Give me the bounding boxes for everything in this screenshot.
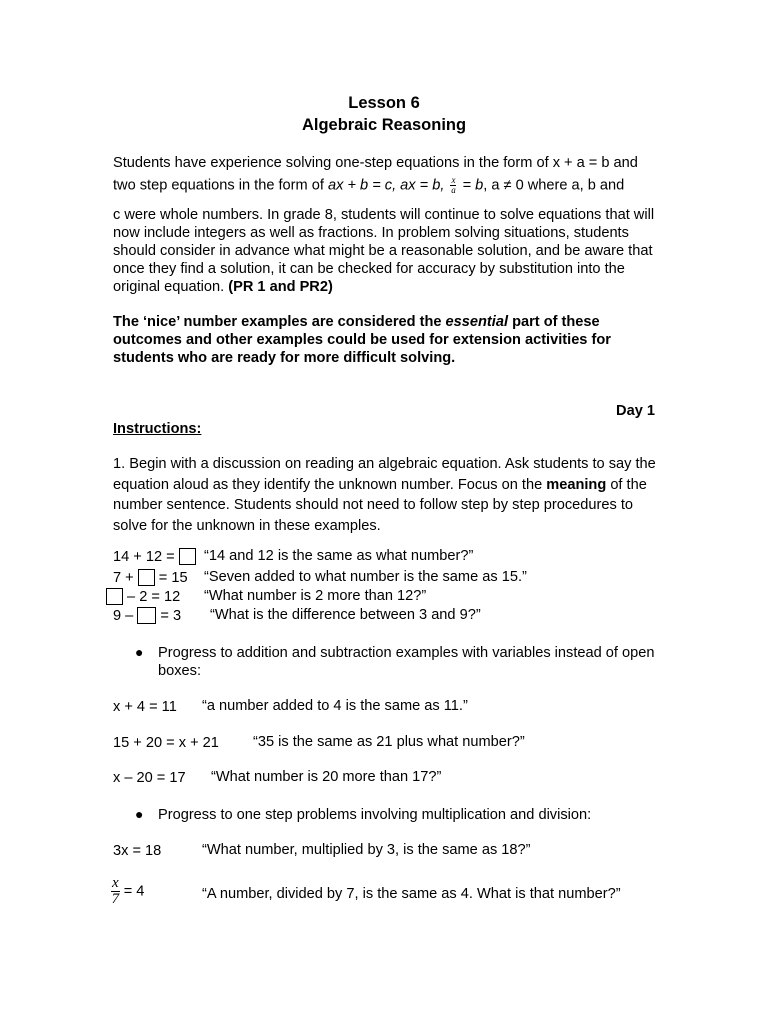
bullet-2-text: Progress to one step problems involving multiplication and division: <box>158 807 592 823</box>
outcome-reference: (PR 1 and PR2) <box>228 279 333 295</box>
intro-line-2: two step equations in the form of ax + b = c, ax = b, $\frac{x}{a}$ = b, a ≠ 0 where a, b and <box>113 175 625 195</box>
box-example-4: 9 – = 3 <box>113 608 182 624</box>
open-box <box>137 607 156 624</box>
div-example-equation: $\frac{x}{7}$ = 4 <box>111 875 145 907</box>
var-example-2-reading: “35 is the same as 21 plus what number?” <box>253 734 525 750</box>
div-example-reading: “A number, divided by 7, is the same as 4. What is that number?” <box>202 886 621 902</box>
intro-paragraph: c were whole numbers. In grade 8, students will continue to solve equations that will now include integers as well as fractions. In problem solving situations, students should consider in advance what might be a reasonable solution, and be aware that once they find a solution, it can be checked for accuracy by substitution into the original equation. (PR 1 and PR2) <box>113 207 655 295</box>
x-over-7-fraction: $\frac{x}{7}$ <box>111 875 120 907</box>
instructions-heading: Instructions: <box>113 421 202 437</box>
box-example-2-reading: “Seven added to what number is the same as 15.” <box>204 569 527 585</box>
lesson-number: Lesson 6 <box>348 94 420 112</box>
day-label: Day 1 <box>616 403 655 419</box>
box-example-1-reading: “14 and 12 is the same as what number?” <box>204 548 474 564</box>
var-example-2-equation: 15 + 20 = x + 21 <box>113 735 219 751</box>
box-example-3-reading: “What number is 2 more than 12?” <box>204 588 427 604</box>
box-example-3: – 2 = 12 <box>106 588 180 606</box>
essential-note: The ‘nice’ number examples are considered the essential part of these outcomes and other examples could be used for extension activities for students who are ready for more difficult solving. <box>113 314 611 366</box>
var-example-3-equation: x – 20 = 17 <box>113 770 186 786</box>
box-example-4-reading: “What is the difference between 3 and 9?” <box>210 607 481 623</box>
step-1-text: 1. Begin with a discussion on reading an algebraic equation. Ask students to say the equation aloud as they identify the unknown number. Focus on the meaning of the number sentence. Students should not need to follow step by step procedures to solve for the unknown in these examples. <box>113 456 656 534</box>
box-example-1: 14 + 12 = <box>113 548 196 566</box>
var-example-1-reading: “a number added to 4 is the same as 11.” <box>202 698 468 714</box>
open-box <box>106 588 123 605</box>
mult-example-reading: “What number, multiplied by 3, is the same as 18?” <box>202 842 531 858</box>
mult-example-equation: 3x = 18 <box>113 843 162 859</box>
var-example-1-equation: x + 4 = 11 <box>113 699 177 715</box>
intro-line-1: Students have experience solving one-step equations in the form of x + a = b and <box>113 155 638 171</box>
open-box <box>179 548 196 565</box>
var-example-3-reading: “What number is 20 more than 17?” <box>211 769 442 785</box>
bullet-icon: ● <box>135 644 144 660</box>
open-box <box>138 569 155 586</box>
bullet-icon: ● <box>135 806 144 822</box>
x-over-a-fraction: $\frac{x}{a}$ <box>451 175 456 195</box>
bullet-1-text: Progress to addition and subtraction examples with variables instead of open boxes: <box>158 645 655 679</box>
box-example-2: 7 + = 15 <box>113 570 188 586</box>
lesson-topic: Algebraic Reasoning <box>301 116 467 134</box>
